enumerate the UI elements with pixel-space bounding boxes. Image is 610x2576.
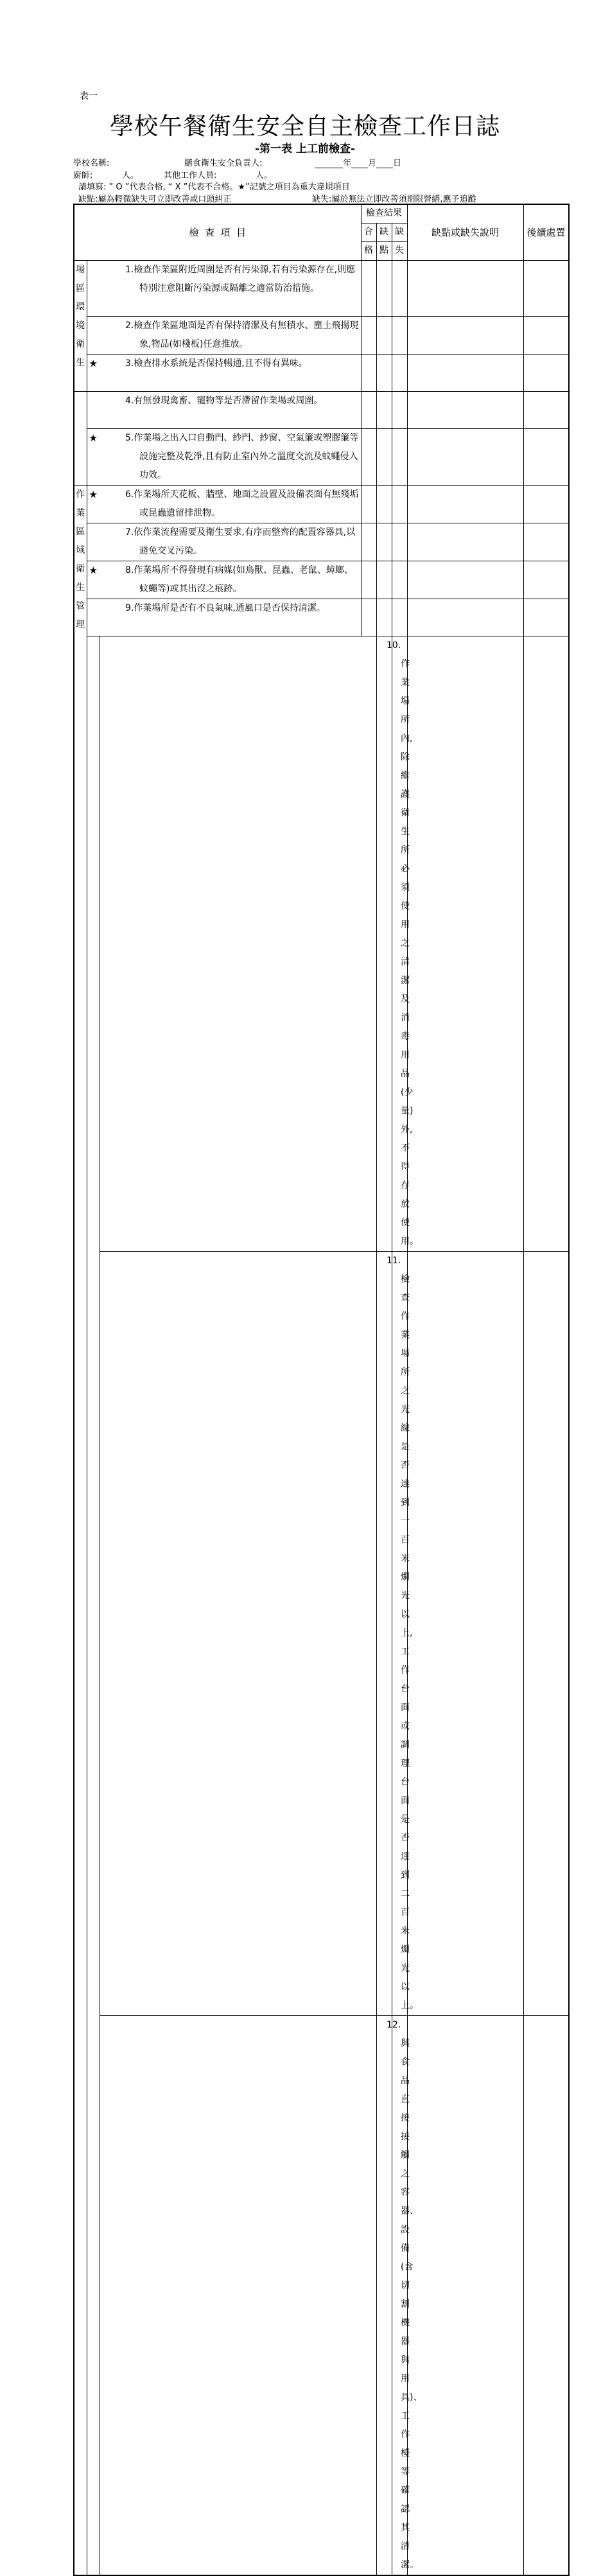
- table-row: [74, 428, 569, 485]
- table-row: [74, 1251, 569, 2015]
- table-row: [74, 599, 569, 636]
- point-cell[interactable]: [376, 260, 392, 316]
- month-blank[interactable]: [351, 159, 368, 168]
- followup-cell[interactable]: [523, 428, 569, 485]
- inspection-item: [100, 316, 361, 354]
- pass-header-bottom: 格: [361, 241, 376, 260]
- star-cell: [87, 523, 100, 561]
- item-text: 檢查排水系統是否保持暢通,且不得有異味。: [134, 358, 308, 369]
- item-text: 檢查作業場所之光線是否達到一百米燭光以上,工作台面或調理台面是否達到二百米燭光以上。: [401, 1274, 419, 2011]
- point-cell[interactable]: [376, 391, 392, 428]
- item-text: 有無發現禽畜、寵物等是否滯留作業場或周圍。: [134, 395, 323, 406]
- page-title: 學校午餐衛生安全自主檢查工作日誌: [110, 112, 500, 140]
- inspection-item: [100, 599, 361, 636]
- day-label: 日: [393, 159, 402, 168]
- form-number-label: 表一: [80, 91, 98, 101]
- section-char: 域: [76, 545, 85, 556]
- followup-cell[interactable]: [523, 561, 569, 599]
- star-cell: [87, 391, 100, 428]
- star-cell: [87, 316, 100, 354]
- defect-cell[interactable]: [407, 636, 523, 1251]
- followup-header: 後續處置: [523, 204, 569, 260]
- items-header: 檢 查 項 目: [74, 204, 361, 260]
- point-cell[interactable]: [376, 523, 392, 561]
- point-header-top: 缺: [376, 223, 392, 241]
- date-field: [315, 156, 401, 168]
- section-label: [74, 260, 87, 391]
- description-cell[interactable]: [407, 485, 523, 523]
- page-subtitle: -第一表 上工前檢查-: [254, 143, 356, 155]
- description-cell[interactable]: [407, 354, 523, 391]
- description-cell[interactable]: [407, 561, 523, 599]
- item-number: 11.: [387, 1255, 401, 1266]
- pass-cell[interactable]: [361, 561, 376, 599]
- pass-cell[interactable]: [376, 2015, 392, 2575]
- inspection-item: [361, 1251, 419, 2015]
- table-row: [74, 636, 569, 1251]
- section-label: [74, 485, 87, 2575]
- description-cell[interactable]: [407, 523, 523, 561]
- chef-label: 廚師:: [73, 171, 93, 180]
- star-cell: [87, 599, 100, 636]
- followup-cell[interactable]: [523, 316, 569, 354]
- inspection-item: [361, 636, 419, 1251]
- inspection-table: [73, 204, 570, 2576]
- defect-header-top: 缺: [392, 223, 407, 241]
- description-cell[interactable]: [407, 428, 523, 485]
- section-char: 環: [76, 301, 85, 312]
- month-label: 月: [368, 159, 377, 168]
- star-cell: [100, 636, 361, 1251]
- inspection-item: [361, 2015, 423, 2575]
- defect-cell[interactable]: [392, 316, 407, 354]
- section-char: 境: [76, 320, 85, 331]
- school-name-label: 學校名稱:: [73, 159, 110, 168]
- section-char: 場: [76, 264, 85, 275]
- item-text: 作業場所內,除維護衛生所必須使用之清潔及消毒用品(少量)外,不得存放使用。: [401, 658, 419, 1247]
- item-text: 檢查作業區附近周圍是否有污染源,若有污染源存在,則應特別注意阻斷污染源或隔離之適當防治措施。: [134, 264, 356, 294]
- table-row: [74, 316, 569, 354]
- section-char: 區: [76, 526, 85, 537]
- item-number: 4.: [125, 395, 134, 406]
- description-cell[interactable]: [523, 1251, 569, 2015]
- table-row: [74, 2015, 569, 2575]
- instruction-text: 請填寫: ” O ”代表合格, “ X ”代表不合格。★”記號之項目為重大違規項目: [78, 182, 350, 192]
- day-blank[interactable]: [376, 159, 393, 168]
- defect-header-bottom: 失: [392, 241, 407, 260]
- pass-cell[interactable]: [361, 428, 376, 485]
- section-char: 生: [76, 357, 85, 368]
- inspection-item: [100, 391, 361, 428]
- pass-cell[interactable]: [376, 1251, 392, 2015]
- year-blank[interactable]: [315, 159, 343, 168]
- section-label-empty: [74, 391, 87, 485]
- point-cell[interactable]: [376, 354, 392, 391]
- pass-cell[interactable]: [361, 260, 376, 316]
- item-text: 依作業流程需要及衛生要求,有序而整齊的配置容器具,以避免交叉污染。: [134, 527, 356, 556]
- item-number: 1.: [125, 264, 134, 275]
- other-staff-label: 其他工作人員:: [164, 171, 217, 180]
- followup-cell[interactable]: [523, 485, 569, 523]
- description-header: 缺點或缺失說明: [407, 204, 523, 260]
- item-number: 2.: [125, 320, 134, 331]
- section-char: 業: [76, 507, 85, 518]
- item-number: 7.: [125, 527, 134, 538]
- section-char: 區: [76, 283, 85, 294]
- item-number: 5.: [125, 432, 134, 443]
- inspection-item: [100, 523, 361, 561]
- section-char: 衛: [76, 338, 85, 349]
- defect-cell[interactable]: [392, 354, 407, 391]
- point-cell[interactable]: [376, 316, 392, 354]
- item-text: 檢查作業區地面是否有保持清潔及有無積水、塵土飛揚現象,物品(如棧板)任意推放。: [134, 320, 359, 349]
- item-text: 作業場之出入口自動門、紗門、紗窗、空氣簾或塑膠簾等設施完整及乾淨,且有防止室內外之溫度交流及蚊蠅侵入功效。: [134, 432, 359, 480]
- section-char: 理: [76, 619, 85, 630]
- defect-cell[interactable]: [392, 561, 407, 599]
- pass-cell[interactable]: [361, 599, 376, 636]
- inspection-item: [100, 354, 361, 391]
- point-cell[interactable]: [376, 561, 392, 599]
- inspection-rows: [74, 260, 569, 2575]
- star-cell: [100, 1251, 361, 2015]
- result-group-header: 檢查結果: [361, 204, 407, 223]
- pass-cell[interactable]: [361, 316, 376, 354]
- inspection-item: [100, 260, 361, 316]
- defect-cell[interactable]: [392, 391, 407, 428]
- chef-unit: 人。: [122, 171, 139, 180]
- pass-header-top: 合: [361, 223, 376, 241]
- item-text: 作業場所是否有不良氣味,通風口是否保持清潔。: [134, 602, 326, 613]
- followup-cell[interactable]: [523, 599, 569, 636]
- table-row: [74, 354, 569, 391]
- defect-cell[interactable]: [392, 260, 407, 316]
- other-staff-unit: 人。: [256, 171, 273, 180]
- item-number: 8.: [125, 565, 134, 575]
- defect-cell[interactable]: [392, 428, 407, 485]
- major-violation-star: ★: [87, 561, 100, 599]
- inspection-item: [100, 485, 361, 523]
- item-text: 與食品直接接觸之容器、設備(含切割機器與用具)、工作檯等確認其清潔。: [401, 2038, 423, 2570]
- point-cell[interactable]: [376, 485, 392, 523]
- section-char: 生: [76, 582, 85, 593]
- table-row: [74, 260, 569, 316]
- description-cell[interactable]: [523, 636, 569, 1251]
- section-char: 管: [76, 600, 85, 611]
- major-violation-star: ★: [87, 354, 100, 391]
- star-cell: [100, 2015, 361, 2575]
- pass-cell[interactable]: [376, 636, 392, 1251]
- description-cell[interactable]: [407, 599, 523, 636]
- pass-cell[interactable]: [361, 354, 376, 391]
- pass-cell[interactable]: [361, 485, 376, 523]
- defect-cell[interactable]: [392, 485, 407, 523]
- item-number: 3.: [125, 358, 134, 369]
- defect-cell[interactable]: [407, 1251, 523, 2015]
- table-row: [74, 561, 569, 599]
- major-violation-star: ★: [87, 428, 100, 485]
- defect-cell[interactable]: [407, 2015, 523, 2575]
- table-row: [74, 391, 569, 428]
- inspection-item: [100, 561, 361, 599]
- item-number: 9.: [125, 602, 134, 613]
- defect-point-definition: 缺點:屬為輕微缺失可立即改善或口頭糾正: [78, 195, 232, 204]
- star-cell: [87, 260, 100, 316]
- description-cell[interactable]: [407, 260, 523, 316]
- table-row: [74, 485, 569, 523]
- item-number: 12.: [387, 2019, 401, 2030]
- description-cell[interactable]: [407, 316, 523, 354]
- description-cell[interactable]: [407, 391, 523, 428]
- item-number: 6.: [125, 489, 134, 500]
- safety-officer-label: 膳食衛生安全負責人:: [184, 159, 263, 168]
- inspection-item: [100, 428, 361, 485]
- followup-cell[interactable]: [523, 523, 569, 561]
- pass-cell[interactable]: [361, 391, 376, 428]
- section-char: 衛: [76, 563, 85, 574]
- major-violation-star: ★: [87, 485, 100, 523]
- defect-cell[interactable]: [392, 523, 407, 561]
- table-row: [74, 523, 569, 561]
- defect-cell[interactable]: [392, 599, 407, 636]
- description-cell[interactable]: [523, 2015, 569, 2575]
- item-number: 10.: [387, 640, 401, 651]
- defect-definition: 缺失:屬於無法立即改善須期限營繕,應予追蹤: [312, 195, 476, 204]
- section-char: 作: [76, 489, 85, 500]
- point-header-bottom: 點: [376, 241, 392, 260]
- followup-cell[interactable]: [523, 354, 569, 391]
- point-cell[interactable]: [376, 428, 392, 485]
- followup-cell[interactable]: [523, 391, 569, 428]
- pass-cell[interactable]: [361, 523, 376, 561]
- followup-cell[interactable]: [523, 260, 569, 316]
- section-label-empty: [87, 636, 100, 2575]
- item-text: 作業場所天花板、牆壁、地面之設置及設備表面有無殘垢或昆蟲遺留排泄物。: [134, 489, 359, 518]
- item-text: 作業場所不得發現有病媒(如鳥獸、昆蟲、老鼠、蟑螂、蚊蠅等)或其出沒之痕跡。: [134, 565, 353, 594]
- year-label: 年: [343, 159, 352, 168]
- point-cell[interactable]: [376, 599, 392, 636]
